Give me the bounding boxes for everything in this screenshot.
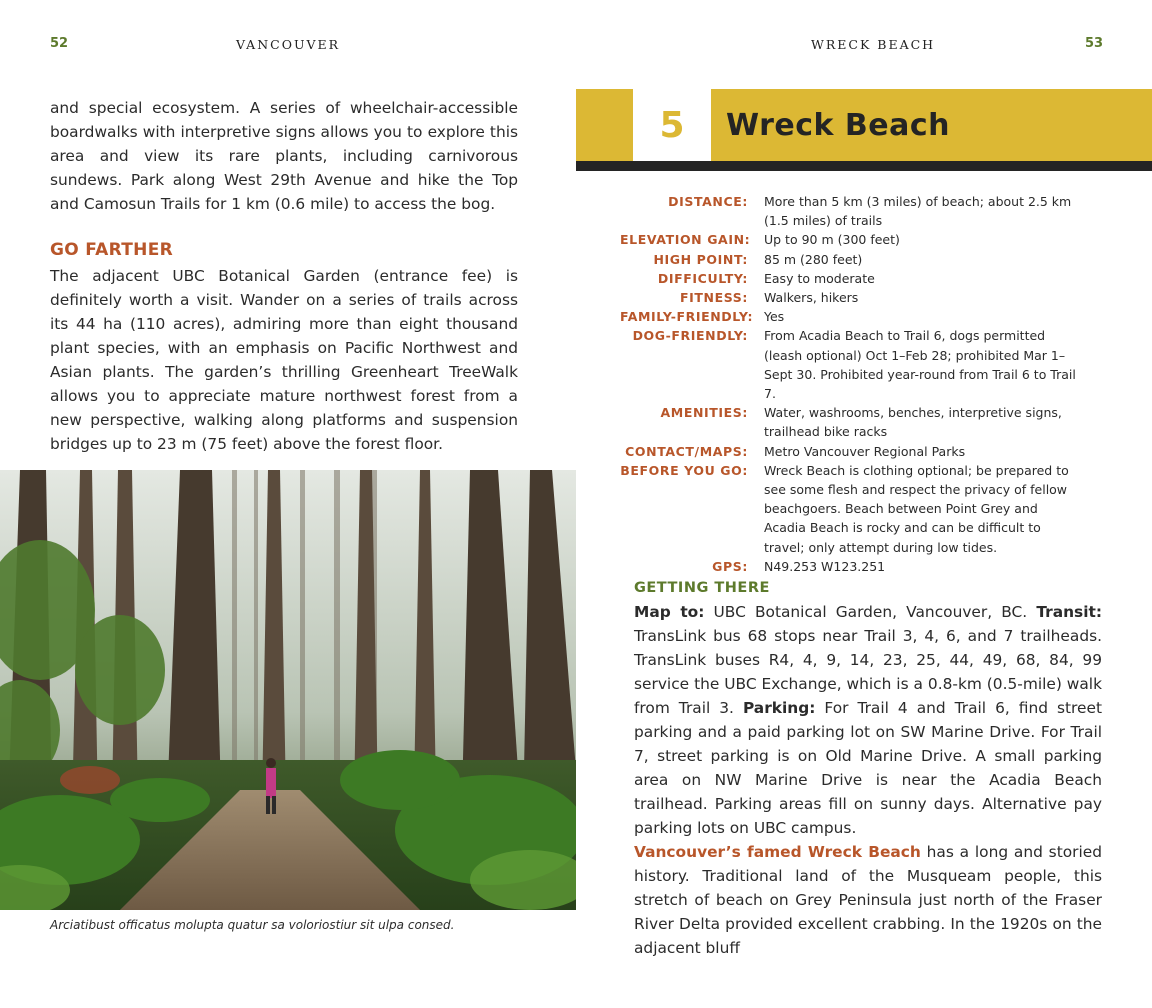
map-text: UBC Botanical Garden, Vancouver, BC.: [704, 603, 1037, 621]
go-farther-paragraph: The adjacent UBC Botanical Garden (entrance fee) is definitely worth a visit. Wander on a series of trails across its 44 ha (110 acres), admiring more than eight thousand plant species, with an emphasis on Pacific Northwest and Asian plants. The garden’s thrilling Greenheart TreeWalk allows you to appreciate mature northwest forest from a new perspective, walking along platforms and suspension bridges up to 23 m (75 feet) above the forest floor.: [50, 267, 518, 453]
stat-value: Wreck Beach is clothing optional; be prepared to see some flesh and respect the privacy of fellow beachgoers. Beach between Point Grey and Acadia Beach is rocky and can be difficult to travel; only attempt during low tides.: [764, 462, 1069, 555]
stat-value: More than 5 km (3 miles) of beach; about 2.5 km (1.5 miles) of trails: [764, 194, 1072, 229]
stat-label: FITNESS:: [680, 290, 748, 306]
hike-title: Wreck Beach: [726, 108, 950, 143]
left-page-number: 52: [50, 36, 69, 51]
right-page-number: 53: [1085, 36, 1104, 51]
stat-label: HIGH POINT:: [653, 251, 748, 267]
stat-label: GPS:: [712, 558, 748, 574]
stat-row-high-point: [620, 250, 1100, 269]
stat-label: ELEVATION GAIN:: [620, 232, 751, 248]
stat-label: DOG-FRIENDLY:: [632, 328, 748, 344]
stat-row-gps: [620, 557, 1100, 576]
stat-row-fitness: [620, 288, 1100, 307]
stat-value: N49.253 W123.251: [764, 558, 886, 574]
stat-value: From Acadia Beach to Trail 6, dogs permitted (leash optional) Oct 1–Feb 28; prohibited Mar 1–Sept 30. Prohibited year-round from Trail 6 to Trail 7.: [764, 328, 1076, 402]
stat-label: DIFFICULTY:: [657, 270, 748, 286]
stat-label: DISTANCE:: [668, 194, 748, 209]
intro-paragraph: and special ecosystem. A series of wheelchair-accessible boardwalks with interpretive signs allows you to explore this area and view its rare plants, including carnivorous sundews. Park along West 29th Avenue and hike the Top and Camosun Trails for 1 km (0.6 mile) to access the bog.: [50, 99, 518, 213]
parking-label: Parking:: [742, 699, 816, 717]
stat-value: Walkers, hikers: [764, 290, 859, 306]
stat-label: CONTACT/MAPS:: [625, 443, 748, 459]
forest-trail-photo: [0, 470, 576, 910]
stat-value: Easy to moderate: [764, 270, 875, 286]
stat-label: AMENITIES:: [660, 405, 748, 421]
hike-number: 5: [659, 104, 685, 146]
photo-caption: Arciatibust officatus molupta quatur sa voloriostiur sit ulpa consed.: [50, 918, 455, 932]
transit-label: Transit:: [1036, 603, 1102, 621]
right-running-head: WRECK BEACH: [811, 37, 936, 52]
stat-value: Metro Vancouver Regional Parks: [764, 443, 966, 459]
stat-value: 85 m (280 feet): [764, 251, 863, 267]
story-paragraph: [634, 840, 1102, 960]
transit-text: TransLink bus 68 stops near Trail 3, 4, 6, and 7 trailheads. TransLink buses R4, 4, 9, 14, 23, 25, 44, 49, 68, 84, 99 service the UBC Exchange, which is a 0.8-km (0.5-mile) walk from Trail 3.: [634, 627, 1102, 717]
stat-row-contact-maps: [620, 442, 1100, 461]
stat-row-amenities: [620, 403, 1100, 441]
stat-row-dog-friendly: [620, 326, 1100, 403]
stat-row-difficulty: [620, 269, 1100, 288]
getting-there-paragraph: [634, 600, 1102, 840]
go-farther-heading: GO FARTHER: [50, 240, 173, 260]
getting-there-heading: GETTING THERE: [634, 580, 770, 596]
parking-text: For Trail 4 and Trail 6, find street parking and a paid parking lot on SW Marine Drive. For Trail 7, street parking is on Old Marine Drive. A small parking area on NW Marine Drive is near the Acadia Beach trailhead. Parking areas fill on sunny days. Alternative pay parking lots on UBC campus.: [634, 699, 1102, 837]
story-text: has a long and storied history. Traditional land of the Musqueam people, this stretch of beach on Grey Peninsula just north of the Fraser River Delta provided excellent crabbing. In the 1920s on the adjacent bluff: [634, 843, 1102, 957]
hike-stats: [620, 192, 1100, 576]
stat-value: Yes: [764, 309, 785, 325]
stat-row-family-friendly: [620, 307, 1100, 326]
stat-label: BEFORE YOU GO:: [620, 462, 748, 478]
stat-row-elevation-gain: [620, 230, 1100, 249]
story-lead: Vancouver’s famed Wreck Beach: [634, 843, 921, 861]
stat-value: Up to 90 m (300 feet): [764, 232, 900, 248]
hike-number-box: [633, 89, 711, 161]
stat-row-distance: [620, 192, 1100, 230]
title-rule: [576, 161, 1152, 171]
map-label: Map to:: [634, 603, 705, 621]
stat-value: Water, washrooms, benches, interpretive signs, trailhead bike racks: [764, 405, 1062, 440]
stat-label: FAMILY-FRIENDLY:: [620, 309, 754, 325]
stat-row-before-you-go: [620, 461, 1100, 557]
left-running-head: VANCOUVER: [236, 37, 341, 52]
